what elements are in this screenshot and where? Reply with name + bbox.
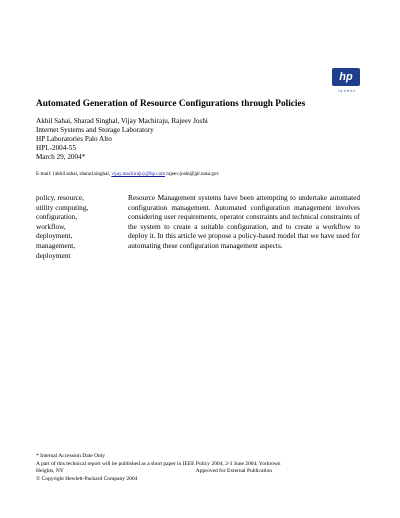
publication-note-row (36, 468, 372, 476)
hp-logo (330, 68, 364, 95)
report-metadata (36, 117, 208, 162)
copyright: © Copyright Hewlett-Packard Company 2004 (36, 475, 138, 482)
approval-note: Approved for External Publication (195, 468, 272, 474)
publication-note: A part of this technical report will be published as a short paper in IEEE Policy 2004, 2-3 June 2004, Yorktown (36, 460, 281, 467)
footer (36, 453, 372, 483)
keyword: deployment, (36, 231, 73, 241)
email-line (36, 171, 219, 177)
hp-logo-mark: hp (332, 68, 360, 86)
keywords (36, 193, 126, 260)
keyword: deployment (36, 250, 71, 260)
internal-accession-note: * Internal Accession Date Only (36, 453, 106, 459)
report-title: Automated Generation of Resource Configurations through Policies (36, 99, 306, 109)
hp-logo-wordmark: invent (338, 88, 356, 93)
email-prefix: E-mail: {akhil.sahai, sharad.singhal, (36, 171, 111, 177)
email-suffix: rajeev.joshi@jpl.nasa.gov (166, 171, 219, 177)
keyword: utility computing, (36, 202, 89, 212)
authors: Akhil Sahai, Sharad Singhal, Vijay Machiraju, Rajeev Joshi (36, 117, 208, 125)
report-number: HPL-2004-55 (36, 144, 76, 153)
email-link[interactable]: vijay.machiraju}@hp.com (111, 171, 166, 177)
keyword: workflow, (36, 221, 66, 231)
abstract: Resource Management systems have been attempting to undertake automated configuration management. Automated configuration management involves considering user requirements, operator constraints and technical constraints of the system to create a suitable configuration, and to create a workflow to deploy it. In this article we propose a policy-based model that we have used for automating these configuration management aspects. (128, 193, 360, 250)
affiliation-lab: Internet Systems and Storage Laboratory (36, 126, 154, 135)
report-date: March 29, 2004* (36, 153, 86, 162)
publication-note-continued: Heights, NY (36, 468, 64, 474)
keyword: management, (36, 240, 76, 250)
affiliation-site: HP Laboratories Palo Alto (36, 135, 112, 144)
keyword: configuration, (36, 212, 78, 222)
keyword: policy, resource, (36, 193, 84, 202)
